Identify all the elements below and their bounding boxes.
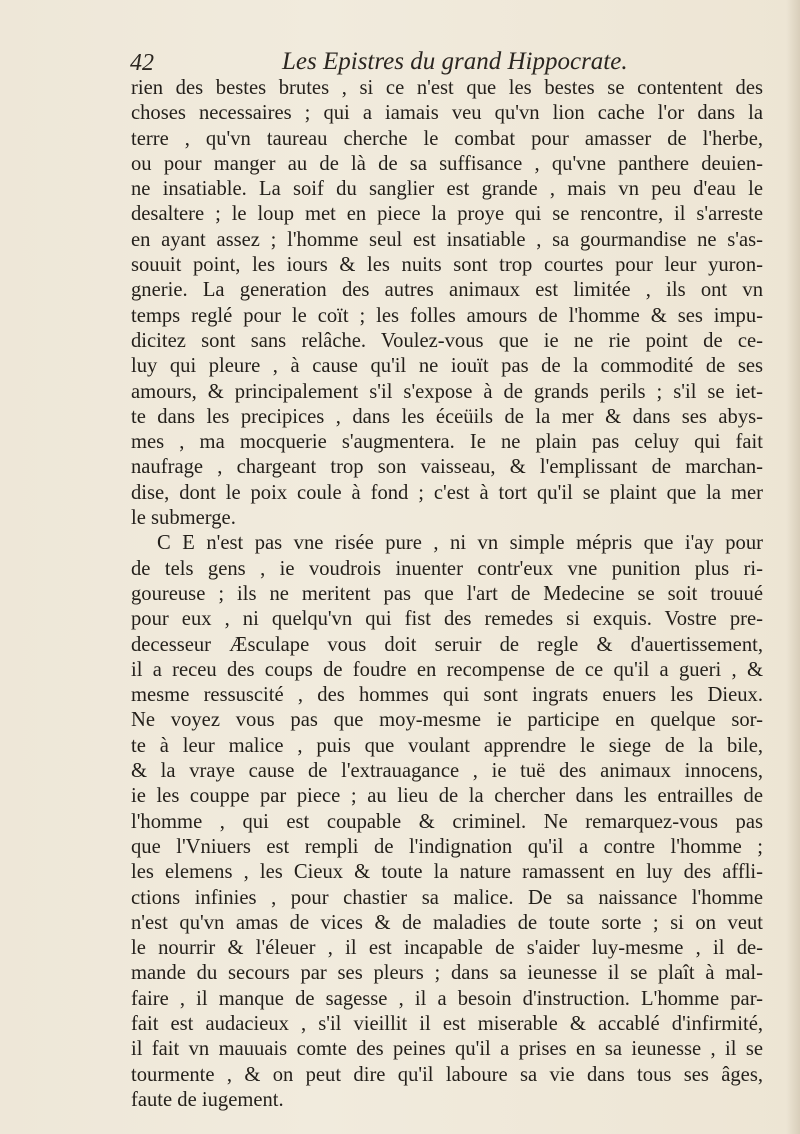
text-line: & la vraye cause de l'extrauagance , ie tuë des animaux innocens,	[131, 760, 763, 783]
text-line: il fait vn mauuais comte des peines qu'il a prises en sa ieunesse , il se	[131, 1038, 763, 1061]
text-line: il a receu des coups de foudre en recompense de ce qu'il a gueri , &	[131, 658, 763, 681]
text-line: mesme ressuscité , des hommes qui sont ingrats enuers les Dieux.	[131, 684, 763, 707]
text-line: dicitez sont sans relâche. Voulez-vous que ie ne rie point de ce-	[131, 329, 763, 352]
paragraph	[131, 76, 763, 531]
text-line: gnerie. La generation des autres animaux est limitée , ils ont vn	[131, 279, 763, 302]
text-line: C E n'est pas vne risée pure , ni vn simple mépris que i'ay pour	[157, 532, 763, 555]
text-line: n'est qu'vn amas de vices & de maladies de toute sorte ; si on veut	[131, 911, 763, 934]
text-line: le submerge.	[131, 507, 236, 530]
text-line: mes , ma mocquerie s'augmentera. Ie ne plain pas celuy qui fait	[131, 431, 763, 454]
text-line: luy qui pleure , à cause qu'il ne iouït pas de la commodité de ses	[131, 355, 763, 378]
text-line: amours, & principalement s'il s'expose à de grands perils ; s'il se iet-	[131, 380, 763, 403]
text-line: dise, dont le poix coule à fond ; c'est à tort qu'il se plaint que la mer	[131, 481, 763, 504]
running-title: Les Epistres du grand Hippocrate.	[282, 48, 628, 75]
text-line: ou pour manger au de là de sa suffisance , qu'vne panthere deuien-	[131, 152, 763, 175]
text-line: ctions infinies , pour chastier sa malice. De sa naissance l'homme	[131, 886, 763, 909]
text-line: goureuse ; ils ne meritent pas que l'art de Medecine se soit trouué	[131, 582, 763, 605]
text-line: Ne voyez vous pas que moy-mesme ie participe en quelque sor-	[131, 709, 763, 732]
text-line: naufrage , chargeant trop son vaisseau, & l'emplissant de marchan-	[131, 456, 763, 479]
text-line: desaltere ; le loup met en piece la proye qui se rencontre, il s'arreste	[131, 203, 763, 226]
text-line: rien des bestes brutes , si ce n'est que les bestes se contentent des	[131, 77, 763, 99]
text-line: terre , qu'vn taureau cherche le combat pour amasser de l'herbe,	[131, 127, 763, 150]
page-number: 42	[130, 50, 154, 76]
text-line: de tels gens , ie voudrois inuenter contr'eux vne punition plus ri-	[131, 557, 763, 580]
text-line: choses necessaires ; qui a iamais veu qu'vn lion cache l'or dans la	[131, 102, 763, 125]
text-line: tourmente , & on peut dire qu'il laboure sa vie dans tous ses âges,	[131, 1063, 763, 1086]
paragraph	[131, 531, 763, 1113]
text-line: que l'Vniuers est rempli de l'indignation qu'il a contre l'homme ;	[131, 835, 763, 858]
text-line: l'homme , qui est coupable & criminel. Ne remarquez-vous pas	[131, 810, 763, 833]
text-line: te dans les precipices , dans les éceüils de la mer & dans ses abys-	[131, 405, 763, 428]
text-line: en ayant assez ; l'homme seul est insatiable , sa gourmandise ne s'as-	[131, 228, 763, 251]
text-line: le nourrir & l'éleuer , il est incapable de s'aider luy-mesme , il de-	[131, 937, 763, 960]
text-line: decesseur Æsculape vous doit seruir de regle & d'auertissement,	[131, 633, 763, 656]
text-line: ie les couppe par piece ; au lieu de la chercher dans les entrailles de	[131, 785, 763, 808]
text-line: faire , il manque de sagesse , il a besoin d'instruction. L'homme par-	[131, 987, 763, 1010]
text-line: te à leur malice , puis que voulant apprendre le siege de la bile,	[131, 734, 763, 757]
text-line: faute de iugement.	[131, 1088, 284, 1111]
body-text	[131, 76, 763, 1113]
text-line: pour eux , ni quelqu'vn qui fist des remedes si exquis. Vostre pre-	[131, 608, 763, 631]
text-line: temps reglé pour le coït ; les folles amours de l'homme & ses impu-	[131, 304, 763, 327]
text-line: souuit point, les iours & les nuits sont trop courtes pour leur yuron-	[131, 254, 763, 277]
text-line: ne insatiable. La soif du sanglier est grande , mais vn peu d'eau le	[131, 178, 763, 201]
text-line: les elemens , les Cieux & toute la nature ramassent en luy des affli-	[131, 861, 763, 884]
text-line: mande du secours par ses pleurs ; dans sa ieunesse il se plaît à mal-	[131, 962, 763, 985]
text-line: fait est audacieux , s'il vieillit il est miserable & accablé d'infirmité,	[131, 1012, 763, 1035]
